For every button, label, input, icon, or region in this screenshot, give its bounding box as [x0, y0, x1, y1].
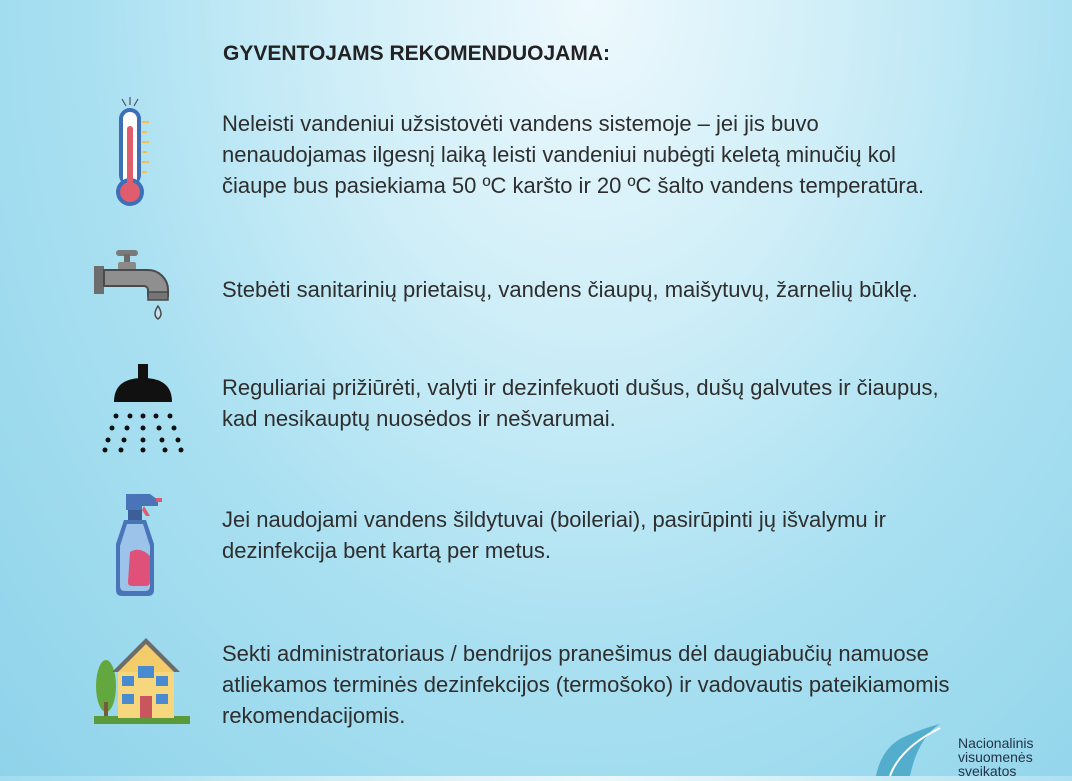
logo-icon — [870, 716, 950, 781]
recommendation-4: Jei naudojami vandens šildytuvai (boileriai), pasirūpinti jų išvalymu ir dezinfekcija bent kartą per metus. — [222, 507, 886, 563]
house-icon — [92, 632, 192, 733]
recommendation-1: Neleisti vandeniui užsistovėti vandens sistemoje – jei jis buvo nenaudojamas ilgesnį laiką leisti vandeniui nubėgti keletą minučių kol čiaupe bus pasiekiama 50 ºC karšto ir 20 ºC šalto vandens temperatūra. — [222, 111, 925, 198]
recommendation-5: Sekti administratoriaus / bendrijos pranešimus dėl daugiabučių namuose atliekamos terminės dezinfekcijos (termošoko) ir vadovautis pateikiamomis rekomendacijomis. — [222, 641, 950, 728]
spray-bottle-icon — [116, 490, 168, 603]
shower-head-icon — [100, 362, 186, 461]
thermometer-icon — [104, 96, 156, 213]
page-title: GYVENTOJAMS REKOMENDUOJAMA: — [223, 42, 610, 65]
recommendation-2: Stebėti sanitarinių prietaisų, vandens čiaupų, maišytuvų, žarnelių būklę. — [222, 277, 918, 302]
recommendation-3: Reguliariai prižiūrėti, valyti ir dezinfekuoti dušus, dušų galvutes ir čiaupus, kad nesikauptų nuosėdos ir nešvarumai. — [222, 375, 939, 431]
logo-text: Nacionalinis visuomenės sveikatos — [958, 735, 1034, 779]
faucet-icon — [88, 248, 178, 329]
